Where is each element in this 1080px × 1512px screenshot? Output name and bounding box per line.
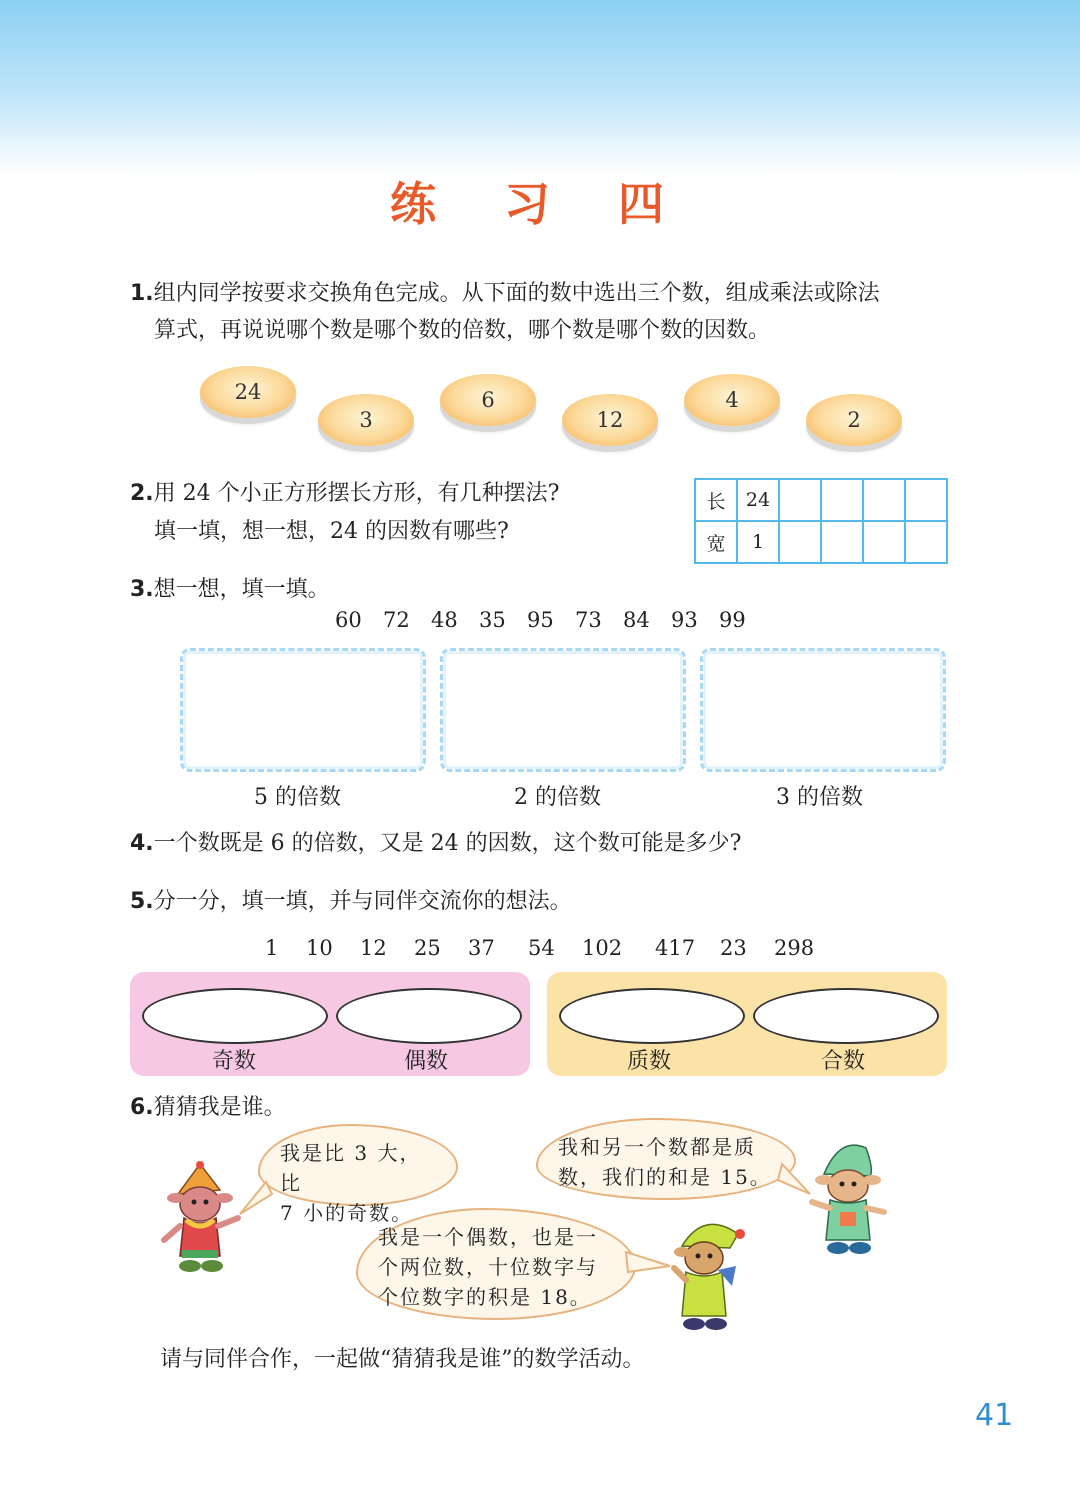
question-number: 3. xyxy=(130,577,154,602)
bubble-line: 数，我们的和是 15。 xyxy=(558,1165,772,1189)
odd-oval[interactable] xyxy=(142,988,328,1044)
question-2-line2: 填一填，想一想，24 的因数有哪些? xyxy=(154,519,509,544)
speech-bubble-2 xyxy=(536,1118,796,1200)
elf-character-center-illustration xyxy=(660,1216,760,1334)
prime-oval[interactable] xyxy=(559,988,745,1044)
composite-oval[interactable] xyxy=(753,988,939,1044)
question-number: 1. xyxy=(130,281,154,306)
speech-bubble-1 xyxy=(258,1124,458,1225)
question-5 xyxy=(130,884,572,920)
number-egg: 4 xyxy=(684,374,780,426)
prime-label: 质数 xyxy=(627,1049,672,1074)
table-cell-blank[interactable] xyxy=(779,479,821,521)
number-item: 10 xyxy=(306,936,333,960)
number-item: 25 xyxy=(414,936,441,960)
number-egg: 12 xyxy=(562,394,658,446)
table-cell-blank[interactable] xyxy=(821,479,863,521)
page-title: 练 习 四 xyxy=(389,177,691,231)
number-item: 54 xyxy=(528,936,555,960)
multiples-of-3-box[interactable] xyxy=(700,648,946,772)
composite-label: 合数 xyxy=(821,1049,866,1074)
question-2-line1: 用 24 个小正方形摆长方形，有几种摆法? xyxy=(153,481,560,506)
number-item: 102 xyxy=(582,936,623,960)
q5-number-list xyxy=(0,936,1080,966)
bubble-line: 我是比 3 大，比 xyxy=(280,1141,422,1195)
question-5-text: 分一分，填一填，并与同伴交流你的想法。 xyxy=(153,889,572,914)
multiples-label: 5 的倍数 xyxy=(254,785,341,810)
even-oval[interactable] xyxy=(336,988,522,1044)
number-item: 1 xyxy=(265,936,279,960)
question-6 xyxy=(130,1090,286,1126)
table-cell-blank[interactable] xyxy=(821,521,863,563)
table-cell: 长 xyxy=(695,479,737,521)
bubble-line: 个位数字的积是 18。 xyxy=(378,1285,592,1309)
number-item: 12 xyxy=(360,936,387,960)
number-item: 84 xyxy=(623,608,650,632)
table-cell: 宽 xyxy=(695,521,737,563)
bubble-line: 个两位数，十位数字与 xyxy=(378,1255,598,1279)
even-label: 偶数 xyxy=(404,1049,449,1074)
number-item: 298 xyxy=(774,936,815,960)
number-egg: 3 xyxy=(318,394,414,446)
question-number: 5. xyxy=(130,889,154,914)
question-1-line2: 算式，再说说哪个数是哪个数的倍数，哪个数是哪个数的因数。 xyxy=(154,318,771,343)
number-item: 23 xyxy=(720,936,747,960)
table-cell-blank[interactable] xyxy=(905,521,947,563)
prime-composite-panel xyxy=(547,972,947,1076)
table-cell-blank[interactable] xyxy=(863,479,905,521)
table-cell-blank[interactable] xyxy=(779,521,821,563)
bubble-line: 我是一个偶数，也是一 xyxy=(378,1225,598,1249)
number-item: 60 xyxy=(335,608,362,632)
table-cell-blank[interactable] xyxy=(905,479,947,521)
table-row-width xyxy=(695,521,947,563)
page-number: 41 xyxy=(975,1398,1014,1433)
rectangle-dimension-table xyxy=(694,478,948,564)
number-item: 95 xyxy=(527,608,554,632)
number-egg: 2 xyxy=(806,394,902,446)
multiples-of-2-box[interactable] xyxy=(440,648,686,772)
question-1-line1: 组内同学按要求交换角色完成。从下面的数中选出三个数，组成乘法或除法 xyxy=(153,281,880,306)
speech-bubble-3 xyxy=(356,1208,636,1320)
question-number: 4. xyxy=(130,831,154,856)
table-cell: 24 xyxy=(737,479,779,521)
question-3-text: 想一想，填一填。 xyxy=(153,577,330,602)
odd-even-panel xyxy=(130,972,530,1076)
question-3 xyxy=(130,572,330,608)
multiples-of-5-box[interactable] xyxy=(180,648,426,772)
number-item: 35 xyxy=(479,608,506,632)
multiples-label: 2 的倍数 xyxy=(514,785,601,810)
question-number: 2. xyxy=(130,481,154,506)
bubble-line: 我和另一个数都是质 xyxy=(558,1135,756,1159)
elf-character-left-illustration xyxy=(156,1160,248,1276)
activity-footer-text: 请与同伴合作，一起做“猜猜我是谁”的数学活动。 xyxy=(160,1347,645,1372)
number-egg: 24 xyxy=(200,366,296,418)
number-egg: 6 xyxy=(440,374,536,426)
elf-character-right-illustration xyxy=(800,1140,896,1260)
odd-label: 奇数 xyxy=(212,1049,257,1074)
number-item: 72 xyxy=(383,608,410,632)
number-item: 93 xyxy=(671,608,698,632)
q3-number-list xyxy=(0,608,1080,638)
multiples-label: 3 的倍数 xyxy=(776,785,863,810)
number-item: 417 xyxy=(655,936,696,960)
question-4 xyxy=(130,826,741,862)
number-item: 48 xyxy=(431,608,458,632)
number-item: 73 xyxy=(575,608,602,632)
table-cell: 1 xyxy=(737,521,779,563)
question-6-text: 猜猜我是谁。 xyxy=(153,1095,286,1120)
number-item: 99 xyxy=(719,608,746,632)
question-number: 6. xyxy=(130,1095,154,1120)
header-gradient-band xyxy=(0,0,1080,175)
table-cell-blank[interactable] xyxy=(863,521,905,563)
question-4-text: 一个数既是 6 的倍数，又是 24 的因数，这个数可能是多少? xyxy=(153,831,742,856)
bubble-line: 7 小的奇数。 xyxy=(280,1201,414,1225)
question-1 xyxy=(130,276,880,312)
question-2 xyxy=(130,476,559,512)
table-row-length xyxy=(695,479,947,521)
number-item: 37 xyxy=(468,936,495,960)
